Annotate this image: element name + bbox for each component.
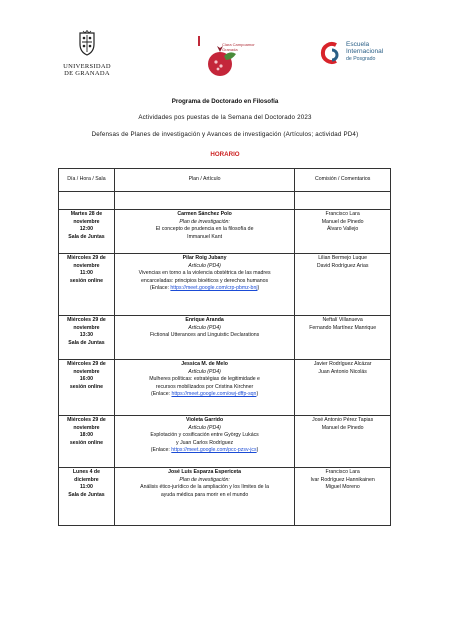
session-committee	[295, 416, 391, 468]
pomegranate-logo	[196, 32, 266, 80]
committee-member: Juan Antonio Nicolás	[318, 368, 367, 375]
table-row	[59, 416, 391, 468]
activities-subtitle: Actividades pos puestas de la Semana del Doctorado 2023	[138, 114, 312, 121]
meeting-link[interactable]: https://meet.google.com/owj-dffp-sqn	[171, 391, 257, 398]
author-name: Enrique Aranda	[185, 317, 224, 323]
committee-member: Francisco Lara	[325, 211, 360, 217]
committee-member: Francisco Lara	[325, 469, 360, 475]
paper-title-line: Análisis ético-jurídico de la ampliación y los límites de la	[140, 484, 270, 491]
table-header-row	[59, 169, 391, 192]
session-paper	[114, 360, 294, 416]
paper-kind: Artículo (PD4)	[188, 368, 221, 375]
paper-title-line: recursos mobilizados por Cristina Kirchner	[155, 383, 254, 390]
meeting-link-line: (Enlace: https://meet.google.com/owj-dffp-sqn)	[150, 391, 259, 398]
defenses-subtitle: Defensas de Planes de investigación y Avances de investigación (Artículos; actividad PD4)	[91, 131, 359, 138]
pomegranate-icon	[196, 32, 244, 80]
session-paper	[114, 416, 294, 468]
schedule-table	[58, 168, 391, 526]
paper-title-line: encarceladas: principios bioéticos y derechos humanos	[140, 277, 269, 284]
session-paper	[114, 210, 294, 254]
committee-member: David Rodríguez Arias	[316, 262, 369, 269]
paper-kind: Artículo (PD4)	[188, 262, 221, 269]
committee-member: Neftalí Villanueva	[322, 317, 363, 323]
table-row	[59, 210, 391, 254]
session-paper	[114, 316, 294, 360]
session-committee	[295, 360, 391, 416]
paper-kind: Artículo (PD4)	[188, 424, 221, 431]
header-logos	[0, 0, 450, 90]
author-name: Violeta Garrido	[186, 417, 224, 423]
committee-member: Manuel de Pinedo	[321, 218, 364, 225]
paper-title-line: y Juan Carlos Rodríguez	[176, 439, 234, 446]
meeting-link[interactable]: https://meet.google.com/crp-pbmz-bnj	[170, 285, 258, 292]
session-when: Miércoles 29 de noviembre 18:00 sesión online	[59, 416, 115, 468]
schedule-rows	[59, 210, 391, 526]
paper-title-line: ayuda médica para morir en el mundo	[160, 491, 249, 498]
committee-member: Manuel de Pinedo	[321, 424, 364, 431]
eip-logo-text: Escuela Internacional de Posgrado	[346, 41, 384, 62]
ugr-crest-icon	[76, 30, 98, 56]
ugr-logo	[52, 30, 122, 77]
session-when: Miércoles 29 de noviembre 16:00 sesión online	[59, 360, 115, 416]
paper-title-line: El concepto de prudencia en la filosofía de	[155, 226, 254, 233]
session-paper	[114, 254, 294, 316]
schedule-heading: HORARIO	[210, 151, 240, 158]
committee-member: Miguel Moreno	[325, 484, 360, 491]
ugr-name-line2: DE GRANADA	[64, 70, 110, 77]
column-header-committee: Comisión / Comentarios	[295, 169, 391, 192]
author-name: Pilar Roig Jubany	[182, 255, 227, 261]
ugr-name-line1: UNIVERSIDAD	[63, 63, 111, 70]
column-header-paper: Plan / Artículo	[114, 169, 294, 192]
author-name: Jessica M. de Melo	[181, 361, 228, 367]
committee-member: Ivar Rodríguez Hannikainen	[310, 476, 375, 483]
table-row	[59, 468, 391, 526]
session-when: Miércoles 29 de noviembre 11:00 sesión online	[59, 254, 115, 316]
paper-title-line: Explotación y cosificación entre György Lukács	[150, 432, 259, 439]
table-spacer-row	[59, 192, 391, 210]
session-committee	[295, 316, 391, 360]
meeting-link-line: (Enlace: https://meet.google.com/pcc-pzsv-jcs)	[150, 447, 259, 454]
paper-title-line: Vivencias en torno a la violencia obstétrica de las madres	[138, 270, 271, 277]
session-committee	[295, 254, 391, 316]
committee-member: José Antonio Pérez Tapias	[312, 417, 374, 423]
session-when: Lunes 4 de diciembre 11:00 Sala de Juntas	[59, 468, 115, 526]
eip-emblem-icon	[318, 40, 344, 68]
author-name: José Luis Esparza Espericeta	[168, 469, 242, 475]
paper-title-line: Immanuel Kant	[187, 233, 223, 240]
committee-member: Fernando Martínez Manrique	[309, 324, 377, 331]
session-when: Miércoles 29 de noviembre 13:30 Sala de Juntas	[59, 316, 115, 360]
session-committee	[295, 210, 391, 254]
committee-member: Javier Rodríguez Alcázar	[313, 361, 372, 367]
paper-kind: Artículo (PD4)	[188, 324, 221, 331]
meeting-link-line: (Enlace: https://meet.google.com/crp-pbmz-bnj)	[149, 285, 260, 292]
meeting-link[interactable]: https://meet.google.com/pcc-pzsv-jcs	[171, 447, 257, 454]
author-name: Carmen Sánchez Polo	[177, 211, 232, 217]
committee-member: Álvaro Vallejo	[326, 226, 359, 233]
table-row	[59, 360, 391, 416]
paper-kind: Plan de investigación:	[179, 218, 230, 225]
table-row	[59, 316, 391, 360]
session-paper	[114, 468, 294, 526]
pomegranate-logo-text: Clara Campoamor Granada	[222, 42, 255, 52]
table-row	[59, 254, 391, 316]
paper-title-line: Mulheres políticas: estratégias de legitimidade e	[149, 376, 260, 383]
committee-member: Lilian Bermejo Luque	[318, 255, 368, 261]
program-title: Programa de Doctorado en Filosofía	[171, 98, 279, 105]
session-when: Martes 28 de noviembre 12:00 Sala de Juntas	[59, 210, 115, 254]
paper-title-line: Fictional Utterances and Linguistic Declarations	[149, 332, 260, 339]
column-header-when: Día / Hora / Sala	[59, 169, 115, 192]
paper-kind: Plan de investigación:	[179, 476, 230, 483]
session-committee	[295, 468, 391, 526]
eip-logo	[318, 38, 408, 78]
